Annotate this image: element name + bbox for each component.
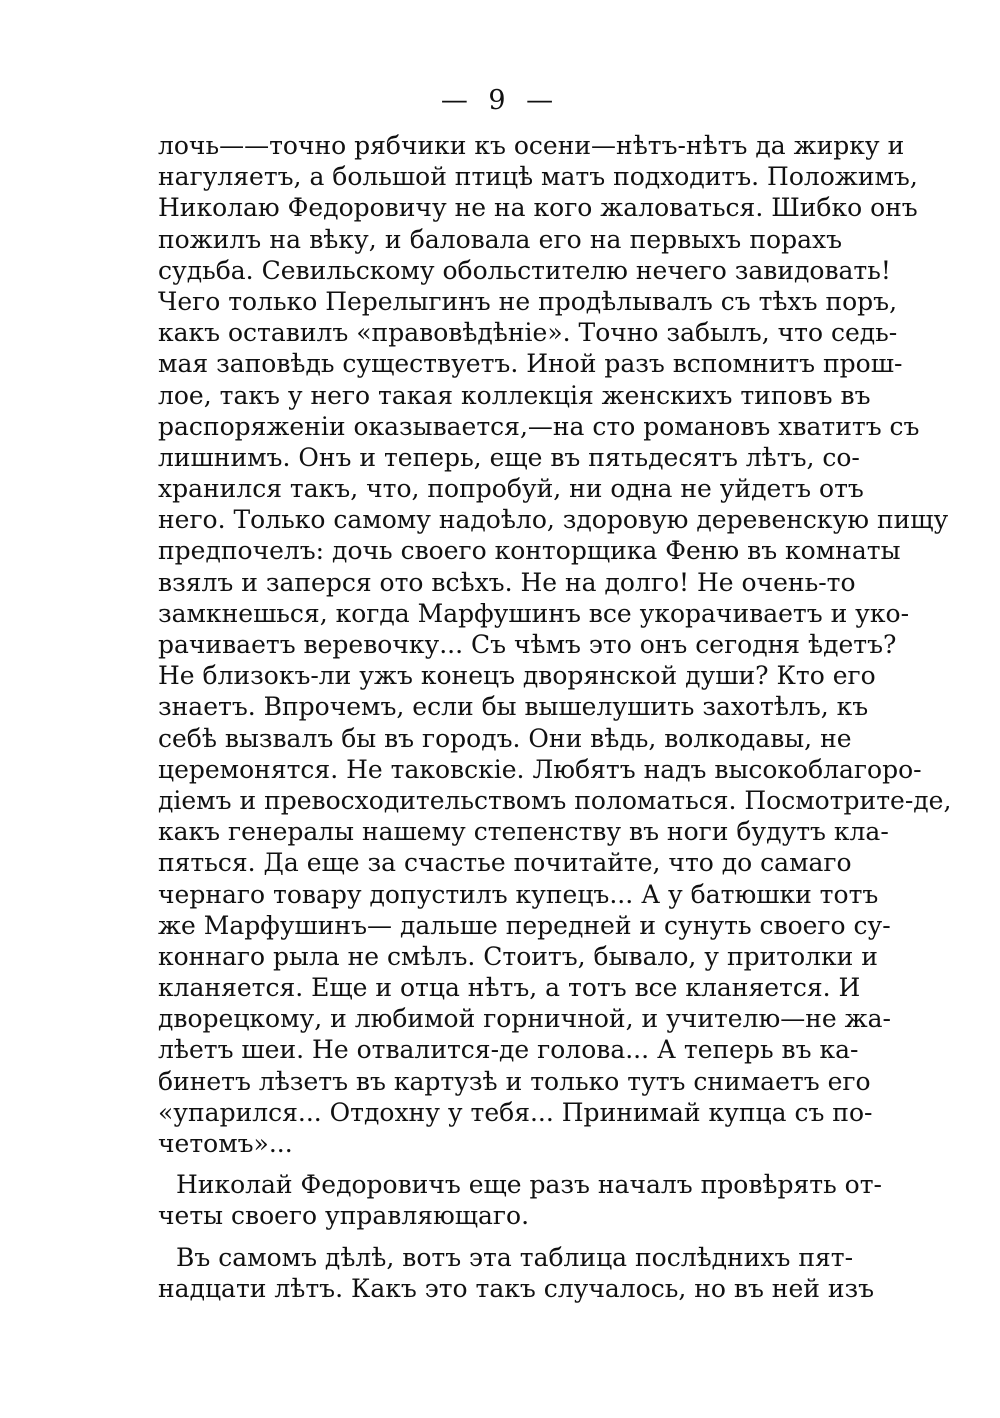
text-line: Не близокъ-ли ужъ конецъ дворянской души? Кто его — [158, 661, 876, 691]
text-line: Николай Федоровичъ еще разъ началъ провѣрять от- — [176, 1170, 882, 1200]
text-line: четомъ»... — [158, 1129, 293, 1158]
text-line: замкнешься, когда Марфушинъ все укорачиваетъ и уко- — [158, 598, 910, 628]
text-line: него. Только самому надоѣло, здоровую деревенскую пищу — [158, 505, 949, 535]
text-line: кланяется. Еще и отца нѣтъ, а тотъ все кланяется. И — [158, 973, 861, 1003]
text-line: знаетъ. Впрочемъ, если бы вышелушить захотѣлъ, къ — [158, 692, 869, 722]
page-number: — 9 — — [440, 85, 560, 116]
text-line: какъ оставилъ «правовѣдѣніе». Точно забылъ, что седь- — [158, 318, 898, 348]
text-line: предпочелъ: дочь своего конторщика Феню въ комнаты — [158, 536, 901, 566]
text-line: нагуляетъ, а большой птицѣ матъ подходитъ. Положимъ, — [158, 162, 918, 192]
paragraph-spacer — [158, 1159, 842, 1169]
text-line: надцати лѣтъ. Какъ это такъ случалось, но въ ней изъ — [158, 1273, 875, 1303]
text-line: церемонятся. Не таковскіе. Любятъ надъ высокоблагоро- — [158, 754, 922, 784]
text-line: діемъ и превосходительствомъ поломаться. Посмотрите-де, — [158, 785, 952, 815]
text-line: лишнимъ. Онъ и теперь, еще въ пятьдесятъ лѣтъ, со- — [158, 442, 860, 472]
paragraph-3 — [158, 1242, 875, 1304]
body-text — [158, 130, 952, 1304]
text-line: какъ генералы нашему степенству въ ноги будутъ кла- — [158, 817, 889, 847]
text-line: четы своего управляющаго. — [158, 1201, 530, 1231]
text-line: лочь——точно рябчики къ осени—нѣтъ-нѣтъ да жирку и — [158, 131, 905, 160]
text-line: рачиваетъ веревочку... Съ чѣмъ это онъ сегодня ѣдетъ? — [158, 630, 897, 659]
text-line: судьба. Севильскому обольстителю нечего завидовать! — [158, 255, 891, 285]
text-line: мая заповѣдь существуетъ. Иной разъ вспомнитъ прош- — [158, 349, 903, 379]
text-line: чернаго товару допустилъ купецъ... А у батюшки тотъ — [158, 879, 879, 909]
paragraph-1 — [158, 130, 952, 1159]
text-line: «упарился... Отдохну у тебя... Принимай купца съ по- — [158, 1097, 873, 1127]
text-line: бинетъ лѣзетъ въ картузѣ и только тутъ снимаетъ его — [158, 1066, 871, 1096]
text-line: хранился такъ, что, попробуй, ни одна не уйдетъ отъ — [158, 474, 864, 504]
text-line: лое, такъ у него такая коллекція женскихъ типовъ въ — [158, 380, 871, 410]
text-line: пожилъ на вѣку, и баловала его на первыхъ порахъ — [158, 224, 842, 254]
text-line: взялъ и заперся ото всѣхъ. Не на долго! Не очень-то — [158, 567, 856, 597]
text-line: же Марфушинъ— дальше передней и сунуть своего су- — [158, 910, 891, 940]
text-line: себѣ вызвалъ бы въ городъ. Они вѣдь, волкодавы, не — [158, 723, 852, 753]
paragraph-2 — [158, 1169, 882, 1231]
text-line: распоряженіи оказывается,—на сто романовъ хватитъ съ — [158, 411, 920, 441]
text-line: коннаго рыла не смѣлъ. Стоитъ, бывало, у притолки и — [158, 941, 878, 971]
paragraph-spacer — [158, 1232, 842, 1242]
text-line: лѣетъ шеи. Не отвалится-де голова... А теперь въ ка- — [158, 1035, 859, 1065]
text-line: Въ самомъ дѣлѣ, вотъ эта таблица послѣднихъ пят- — [176, 1242, 854, 1272]
text-line: Николаю Федоровичу не на кого жаловаться. Шибко онъ — [158, 193, 918, 223]
text-line: Чего только Перелыгинъ не продѣлывалъ съ тѣхъ поръ, — [158, 286, 898, 316]
text-line: пяться. Да еще за счастье почитайте, что до самаго — [158, 848, 852, 878]
text-line: дворецкому, и любимой горничной, и учителю—не жа- — [158, 1004, 892, 1034]
